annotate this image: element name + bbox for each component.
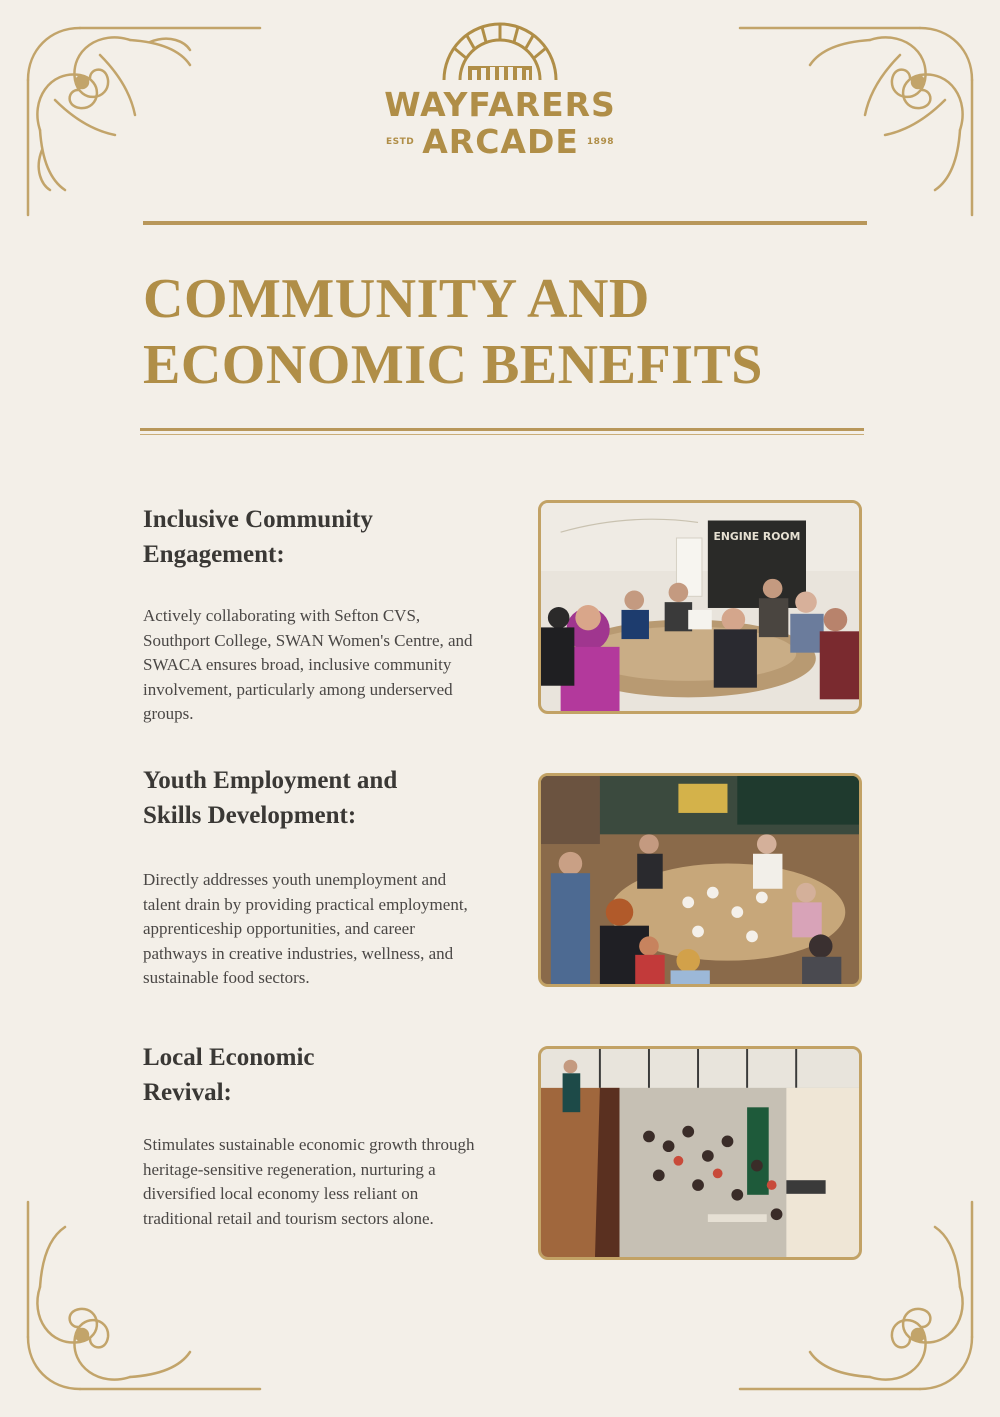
section-heading-economic — [143, 1040, 483, 1110]
ornament-corner-top-right-icon — [720, 20, 980, 235]
workshop-table-photo — [538, 773, 862, 987]
section-heading-line: Revival: — [143, 1079, 232, 1106]
section-body-economic: Stimulates sustainable economic growth through heritage-sensitive regeneration, nurturing a diversified local economy less reliant on traditional retail and tourism sectors alone. — [143, 1135, 475, 1228]
page-title-line1: COMMUNITY AND — [143, 268, 650, 330]
section-body-youth: Directly addresses youth unemployment and talent drain by providing practical employment, apprenticeship opportunities, and career pathways in creative industries, wellness, and sustainable food sectors. — [143, 870, 468, 987]
community-gathering-photo — [538, 500, 862, 714]
section-heading-line: Local Economic — [143, 1044, 315, 1071]
section-heading-community — [143, 502, 483, 572]
wayfarers-arcade-logo — [380, 18, 620, 178]
section-heading-line: Skills Development: — [143, 802, 357, 829]
divider-top — [143, 221, 867, 225]
page-title — [143, 266, 903, 398]
logo-wayfarers-text: WAYFARERS — [384, 85, 616, 124]
arcade-market-photo — [538, 1046, 862, 1260]
section-body-community: Actively collaborating with Sefton CVS, Southport College, SWAN Women's Centre, and SWACA ensures broad, inclusive community involvement, particularly among underserved groups. — [143, 606, 473, 723]
engine-room-sign-text: ENGINE ROOM — [713, 529, 801, 543]
section-heading-line: Inclusive Community — [143, 506, 373, 533]
section-heading-youth — [143, 763, 483, 833]
sunburst-arch-icon — [438, 18, 562, 84]
logo-arcade-text: ARCADE — [422, 122, 579, 161]
section-heading-line: Engagement: — [143, 541, 285, 568]
logo-est-label: ESTD — [386, 136, 415, 147]
logo-year-label: 1898 — [586, 136, 614, 147]
ornament-corner-top-left-icon — [20, 20, 280, 235]
page-title-line2: ECONOMIC BENEFITS — [143, 334, 763, 396]
divider-bottom-thin — [140, 434, 864, 435]
section-heading-line: Youth Employment and — [143, 767, 398, 794]
divider-bottom — [140, 428, 864, 431]
